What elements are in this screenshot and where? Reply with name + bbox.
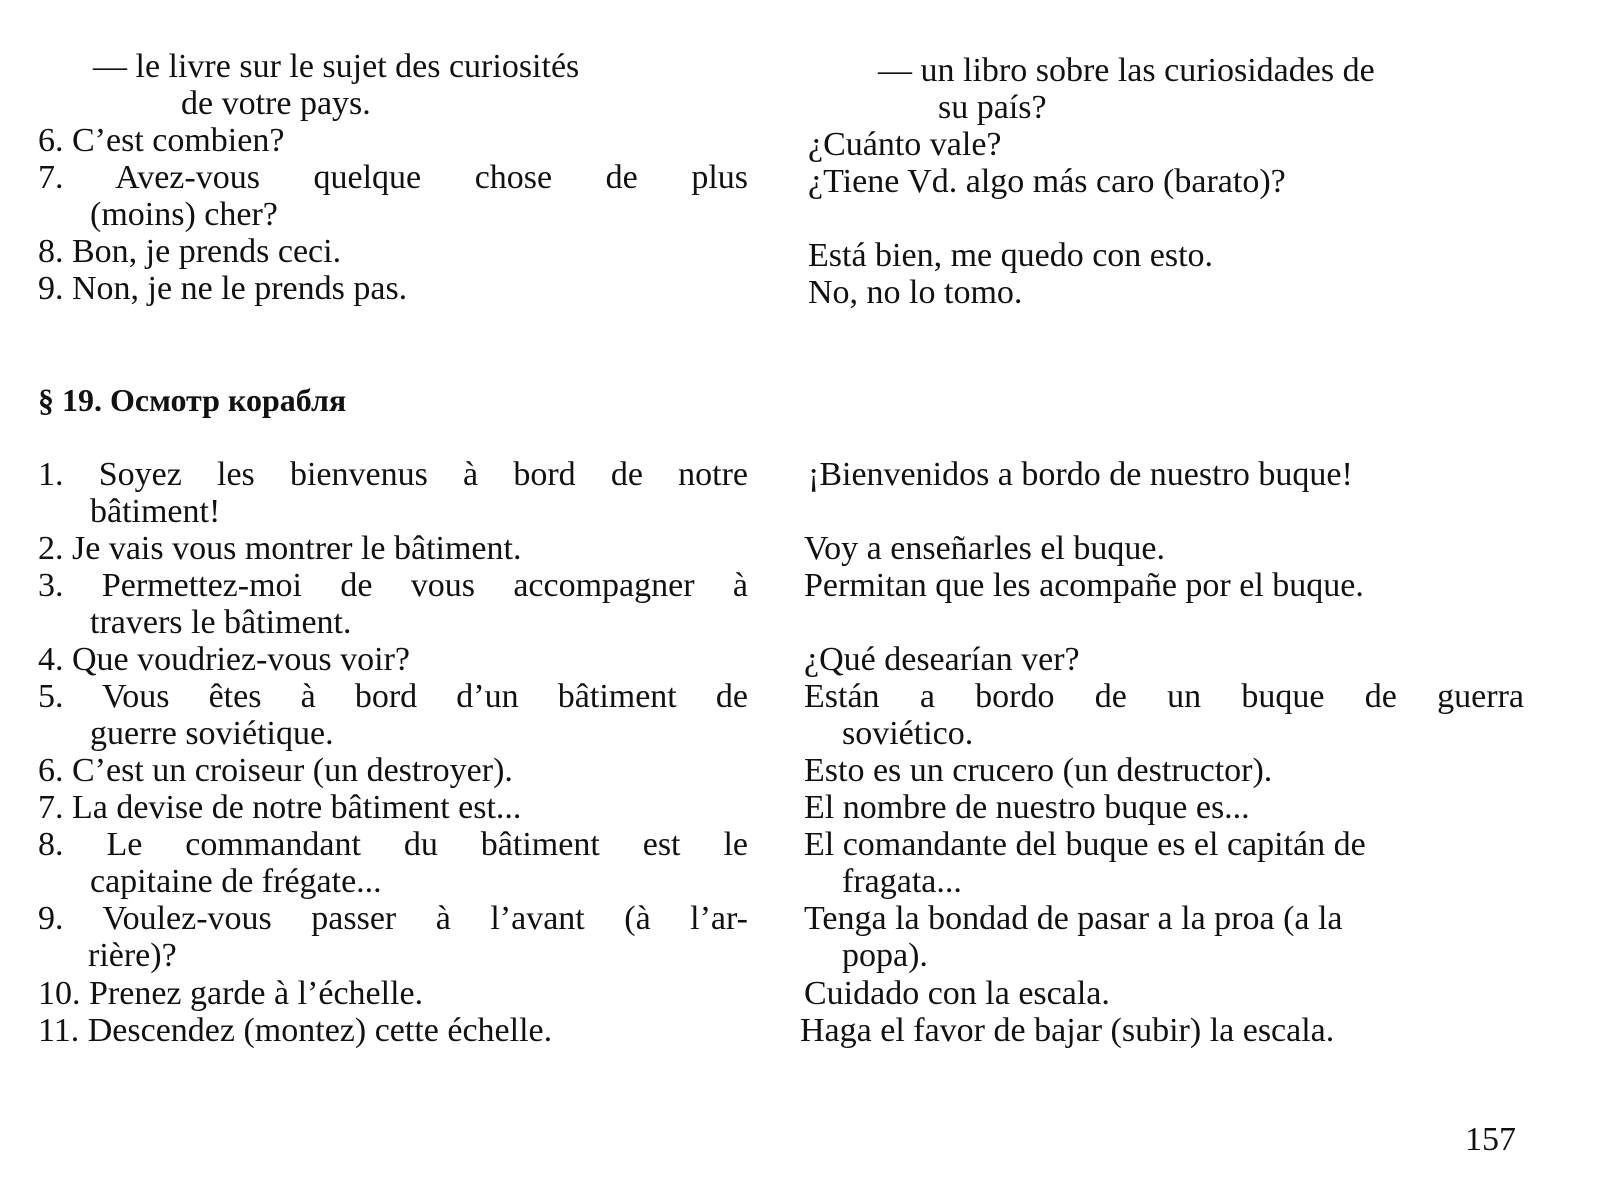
phrase-french-line1: 1. Soyez les bienvenus à bord de notre — [38, 456, 748, 493]
page-number: 157 — [1465, 1121, 1516, 1158]
phrase-french — [38, 826, 758, 900]
phrase-french-line1: 5. Vous êtes à bord d’un bâtiment de — [38, 678, 748, 715]
phrase-french-line2: capitaine de frégate... — [90, 863, 382, 900]
phrase-french-line1: 3. Permettez-moi de vous accompagner à — [38, 567, 748, 604]
phrase-spanish-line2: fragata... — [842, 863, 962, 900]
phrase-french-line1: 9. Voulez-vous passer à l’avant (à l’ar- — [38, 900, 748, 937]
intro-es-line2: su país? — [938, 89, 1047, 126]
phrase-spanish: ¿Tiene Vd. algo más caro (barato)? — [808, 163, 1286, 200]
phrase-french: 10. Prenez garde à l’échelle. — [38, 975, 424, 1012]
phrase-spanish — [804, 678, 1534, 752]
intro-fr-line2: de votre pays. — [181, 85, 371, 122]
phrase-spanish-line1: El comandante del buque es el capitán de — [804, 826, 1366, 863]
phrase-french — [38, 567, 758, 641]
section-heading: § 19. Осмотр корабля — [38, 382, 347, 418]
phrase-french — [38, 159, 758, 233]
phrase-spanish: ¿Qué desearían ver? — [804, 641, 1080, 678]
phrase-spanish-line2: soviético. — [842, 715, 974, 752]
phrase-french: 9. Non, je ne le prends pas. — [38, 270, 408, 307]
phrase-spanish: El nombre de nuestro buque es... — [804, 789, 1250, 826]
phrase-spanish: Está bien, me quedo con esto. — [808, 237, 1214, 274]
phrase-french: 7. La devise de notre bâtiment est... — [38, 789, 522, 826]
phrase-spanish: Voy a enseñarles el buque. — [804, 530, 1165, 567]
phrase-french-line2: bâtiment! — [90, 493, 221, 530]
intro-fr-line1: — le livre sur le sujet des curiosités — [93, 48, 580, 85]
phrase-spanish: ¡Bienvenidos a bordo de nuestro buque! — [808, 456, 1353, 493]
phrase-french-line2: rière)? — [88, 937, 177, 974]
phrase-spanish: Permitan que les acompañe por el buque. — [804, 567, 1364, 604]
phrase-french: 8. Bon, je prends ceci. — [38, 233, 342, 270]
phrase-spanish: Cuidado con la escala. — [804, 975, 1110, 1012]
phrase-french — [38, 678, 758, 752]
phrase-french — [38, 456, 758, 530]
phrase-french: 6. C’est combien? — [38, 122, 285, 159]
phrase-french-line2: guerre soviétique. — [90, 715, 334, 752]
phrase-french-line1: 7. Avez-vous quelque chose de plus — [38, 159, 748, 196]
phrase-spanish-line1: Están a bordo de un buque de guerra — [804, 678, 1524, 715]
phrase-spanish-line1: Tenga la bondad de pasar a la proa (a la — [804, 900, 1343, 937]
phrase-spanish — [804, 900, 1534, 974]
phrase-spanish: Esto es un crucero (un destructor). — [804, 752, 1273, 789]
phrase-french-line2: (moins) cher? — [90, 196, 278, 233]
phrase-french-line1: 8. Le commandant du bâtiment est le — [38, 826, 748, 863]
phrase-spanish: ¿Cuánto vale? — [808, 126, 1002, 163]
phrase-french: 4. Que voudriez-vous voir? — [38, 641, 411, 678]
intro-es-line1: — un libro sobre las curiosidades de — [878, 52, 1375, 89]
phrase-spanish: No, no lo tomo. — [808, 274, 1023, 311]
intro-french — [38, 48, 813, 122]
phrase-spanish: Haga el favor de bajar (subir) la escala. — [800, 1012, 1335, 1049]
phrase-spanish — [804, 826, 1534, 900]
phrase-french — [38, 900, 758, 974]
phrase-french: 11. Descendez (montez) cette échelle. — [38, 1012, 553, 1049]
intro-spanish — [808, 52, 1600, 126]
phrase-french-line2: travers le bâtiment. — [90, 604, 352, 641]
phrase-french: 2. Je vais vous montrer le bâtiment. — [38, 530, 522, 567]
phrase-french: 6. C’est un croiseur (un destroyer). — [38, 752, 513, 789]
phrase-spanish-line2: popa). — [842, 937, 928, 974]
